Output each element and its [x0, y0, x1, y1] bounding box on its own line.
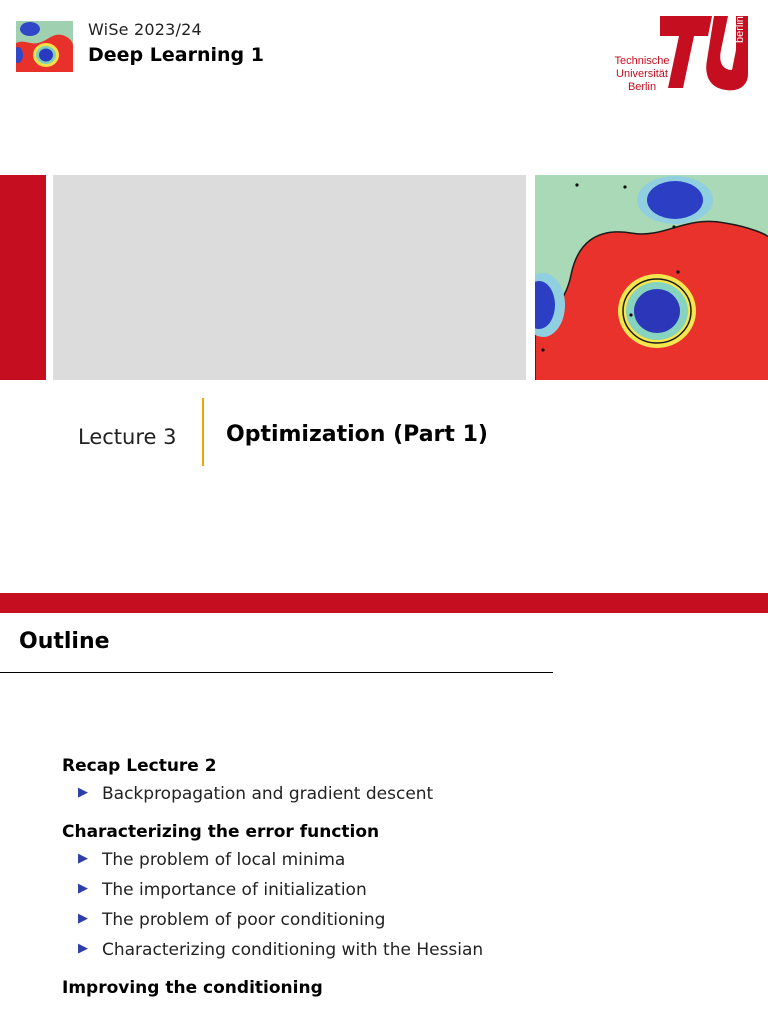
error-surface-image [535, 175, 768, 380]
slide-header-band [0, 593, 768, 613]
semester-label: WiSe 2023/24 [88, 20, 202, 39]
title-divider [202, 398, 204, 466]
lecture-number: Lecture 3 [78, 425, 177, 449]
outline-item [62, 779, 752, 809]
outline-item-text: The importance of initialization [102, 880, 367, 900]
outline-heading: Outline [19, 629, 110, 654]
lecture-title: Optimization (Part 1) [226, 422, 488, 447]
logo-line2: Universität [616, 68, 668, 80]
accent-block [0, 175, 46, 380]
outline-item [62, 875, 752, 905]
logo-line3: Berlin [627, 81, 657, 93]
title-banner-block [53, 175, 526, 380]
triangle-bullet-icon: ▶ [78, 851, 88, 866]
course-title: Deep Learning 1 [88, 44, 264, 66]
outline-section-title: Characterizing the error function [62, 822, 380, 842]
triangle-bullet-icon: ▶ [78, 941, 88, 956]
triangle-bullet-icon: ▶ [78, 785, 88, 800]
outline-list [62, 753, 752, 1001]
outline-item [62, 845, 752, 875]
outline-item [62, 905, 752, 935]
outline-item-text: The problem of poor conditioning [102, 910, 386, 930]
course-thumbnail [16, 21, 73, 72]
outline-item-text: Characterizing conditioning with the Hessian [102, 940, 484, 960]
outline-section-title: Improving the conditioning [62, 978, 323, 998]
logo-line1: Technische [614, 55, 670, 67]
triangle-bullet-icon: ▶ [78, 911, 88, 926]
svg-text:berlin: berlin [734, 16, 746, 43]
university-logo [608, 14, 756, 100]
outline-item [62, 935, 752, 965]
outline-item-text: Backpropagation and gradient descent [102, 784, 434, 804]
heading-rule [0, 672, 553, 673]
triangle-bullet-icon: ▶ [78, 881, 88, 896]
outline-item-text: The problem of local minima [102, 850, 346, 870]
outline-section-title: Recap Lecture 2 [62, 756, 217, 776]
